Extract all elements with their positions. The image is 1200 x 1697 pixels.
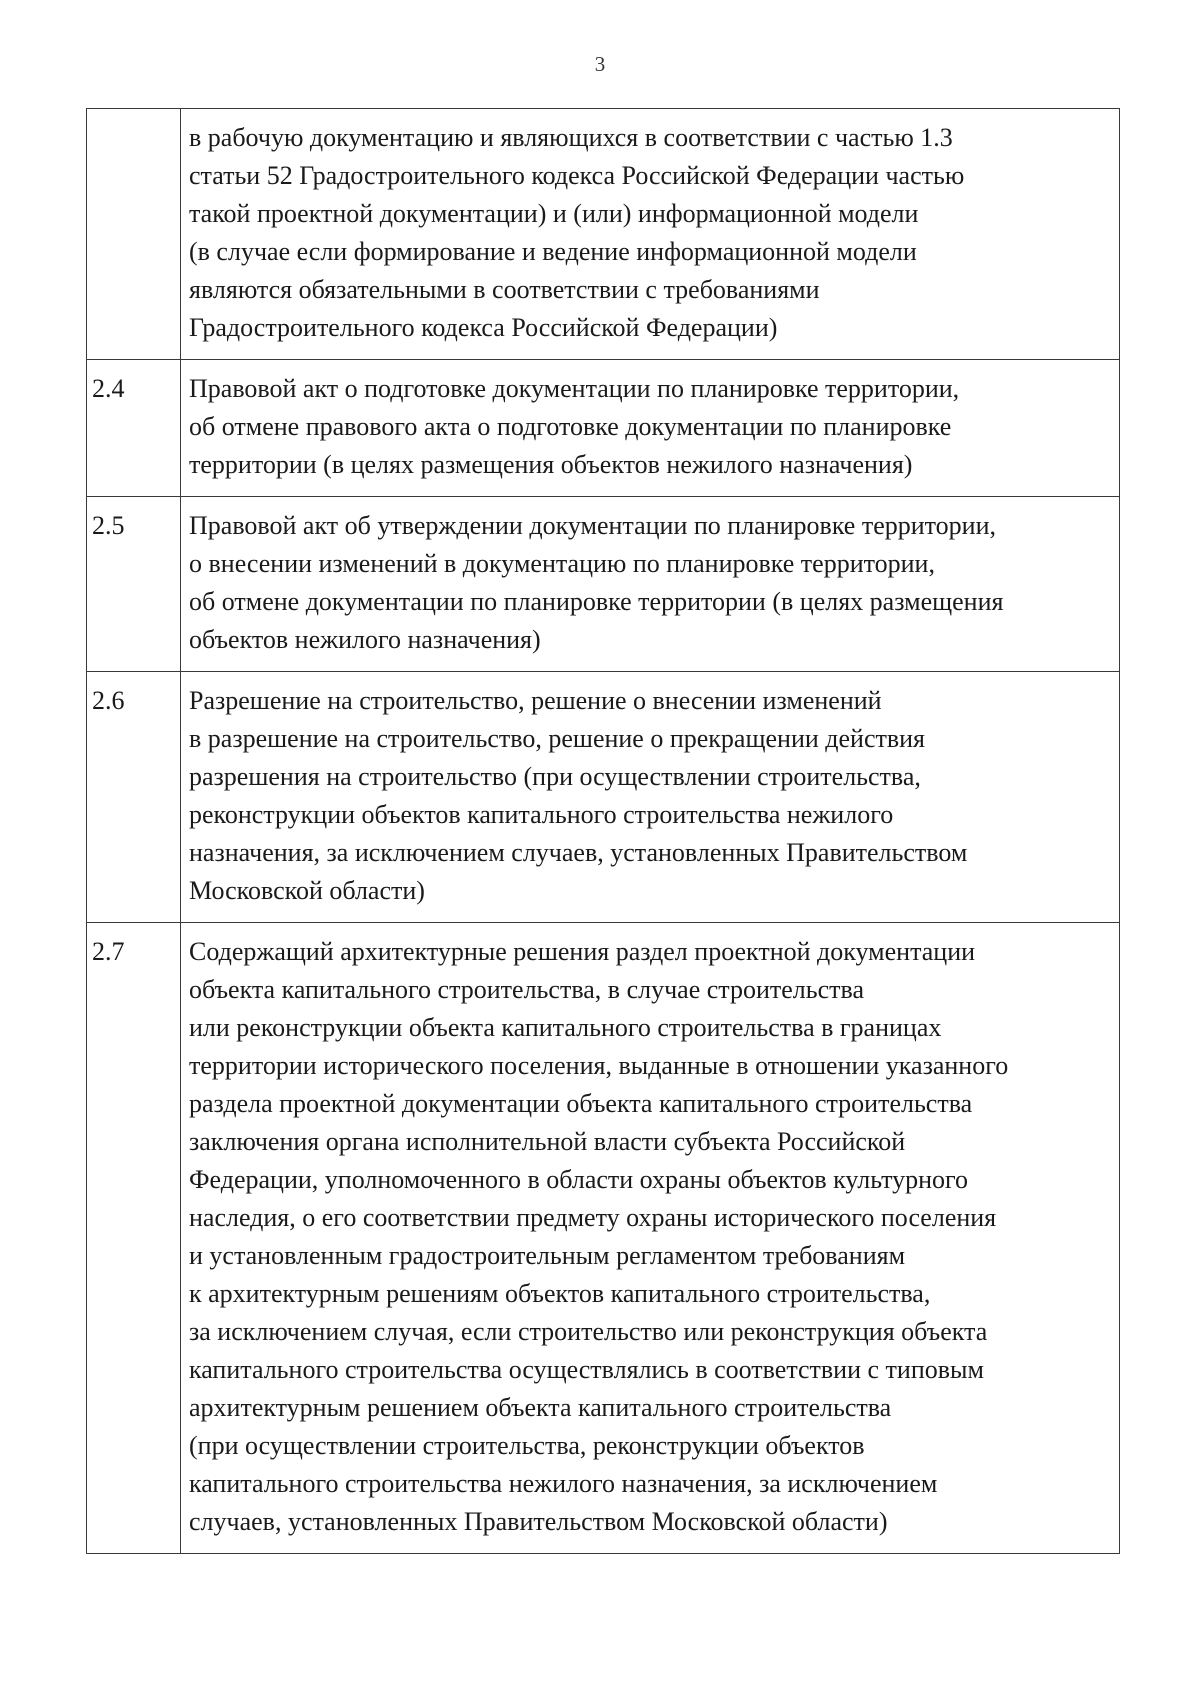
table-row [87, 923, 1120, 1554]
row-text [181, 497, 1120, 672]
text-line: об отмене документации по планировке территории (в целях размещения [189, 587, 1004, 616]
row-number: 2.4 [87, 360, 181, 497]
row-number [87, 109, 181, 360]
text-line: за исключением случая, если строительство или реконструкция объекта [189, 1317, 988, 1346]
text-line: Разрешение на строительство, решение о внесении изменений [189, 686, 882, 715]
text-line: Московской области) [189, 876, 425, 905]
row-text [181, 360, 1120, 497]
row-number: 2.6 [87, 672, 181, 923]
text-line: Градостроительного кодекса Российской Федерации) [189, 313, 778, 342]
row-number: 2.5 [87, 497, 181, 672]
text-line: в рабочую документацию и являющихся в соответствии с частью 1.3 [189, 123, 953, 152]
row-text [181, 109, 1120, 360]
row-number: 2.7 [87, 923, 181, 1554]
text-line: Правовой акт о подготовке документации по планировке территории, [189, 374, 960, 403]
text-line: Федерации, уполномоченного в области охраны объектов культурного [189, 1165, 969, 1194]
text-line: или реконструкции объекта капитального строительства в границах [189, 1013, 942, 1042]
text-line: назначения, за исключением случаев, установленных Правительством [189, 838, 968, 867]
text-line: реконструкции объектов капитального строительства нежилого [189, 800, 894, 829]
table-row [87, 109, 1120, 360]
text-line: наследия, о его соответствии предмету охраны исторического поселения [189, 1203, 997, 1232]
text-line: такой проектной документации) и (или) информационной модели [189, 199, 919, 228]
text-line: Правовой акт об утверждении документации по планировке территории, [189, 511, 997, 540]
text-line: капитального строительства нежилого назначения, за исключением [189, 1469, 938, 1498]
text-line: в разрешение на строительство, решение о прекращении действия [189, 724, 926, 753]
row-text [181, 672, 1120, 923]
text-line: (в случае если формирование и ведение информационной модели [189, 237, 917, 266]
text-line: архитектурным решением объекта капитального строительства [189, 1393, 892, 1422]
text-line: (при осуществлении строительства, реконструкции объектов [189, 1431, 865, 1460]
table-body [87, 109, 1120, 1554]
text-line: статьи 52 Градостроительного кодекса Российской Федерации частью [189, 161, 965, 190]
text-line: объекта капитального строительства, в случае строительства [189, 975, 864, 1004]
text-line: об отмене правового акта о подготовке документации по планировке [189, 412, 952, 441]
text-line: Содержащий архитектурные решения раздел проектной документации [189, 937, 976, 966]
text-line: территории исторического поселения, выданные в отношении указанного [189, 1051, 1009, 1080]
table-row [87, 672, 1120, 923]
text-line: являются обязательными в соответствии с требованиями [189, 275, 820, 304]
text-line: и установленным градостроительным регламентом требованиям [189, 1241, 906, 1270]
document-table [86, 108, 1120, 1554]
text-line: территории (в целях размещения объектов нежилого назначения) [189, 450, 913, 479]
table-row [87, 360, 1120, 497]
text-line: о внесении изменений в документацию по планировке территории, [189, 549, 935, 578]
text-line: объектов нежилого назначения) [189, 625, 541, 654]
text-line: заключения органа исполнительной власти субъекта Российской [189, 1127, 906, 1156]
text-line: капитального строительства осуществлялись в соответствии с типовым [189, 1355, 984, 1384]
text-line: разрешения на строительство (при осуществлении строительства, [189, 762, 921, 791]
row-text [181, 923, 1120, 1554]
page-number: 3 [594, 52, 606, 76]
text-line: случаев, установленных Правительством Московской области) [189, 1507, 888, 1536]
text-line: раздела проектной документации объекта капитального строительства [189, 1089, 973, 1118]
table-row [87, 497, 1120, 672]
text-line: к архитектурным решениям объектов капитального строительства, [189, 1279, 931, 1308]
